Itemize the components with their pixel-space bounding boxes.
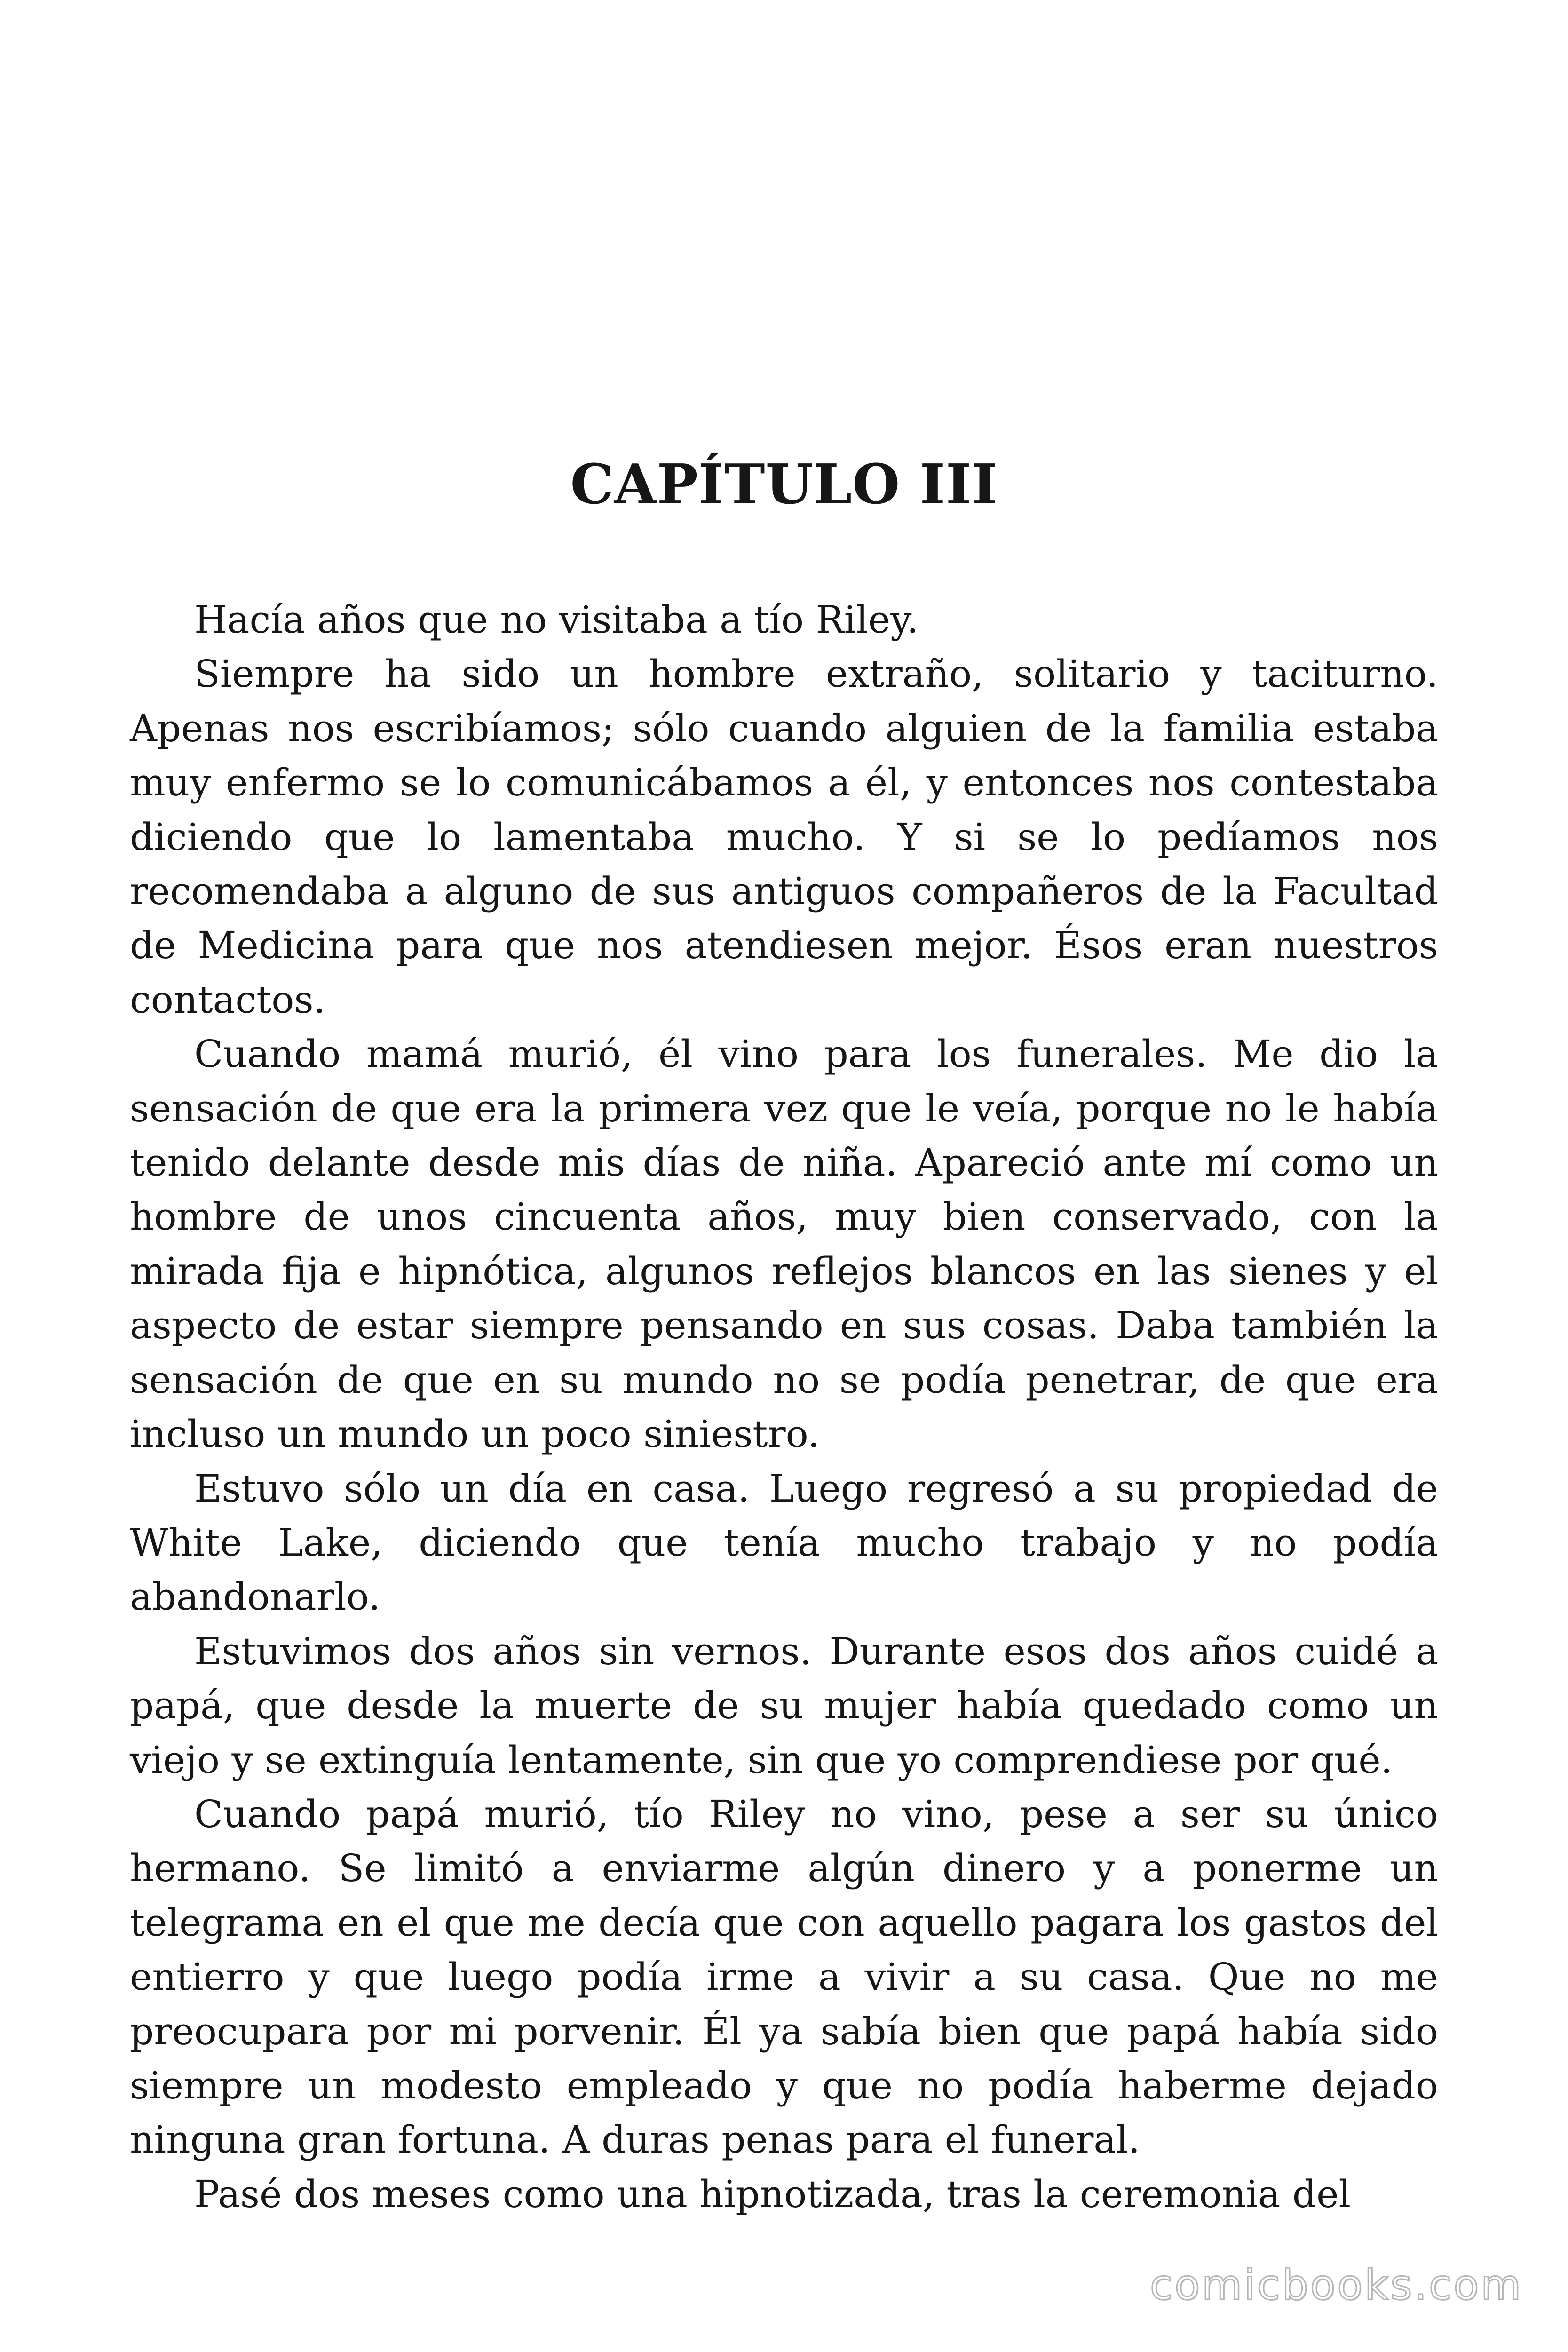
paragraph: Estuvo sólo un día en casa. Luego regresó a su propiedad de White Lake, diciendo que tenía mucho trabajo y no podía abandonarlo. — [130, 1466, 1438, 1619]
paragraph: Estuvimos dos años sin vernos. Durante esos dos años cuidé a papá, que desde la muerte de su mujer había quedado como un viejo y se extinguía lentamente, sin que yo comprendiese por qué. — [130, 1629, 1438, 1782]
paragraph: Cuando mamá murió, él vino para los funerales. Me dio la sensación de que era la primera vez que le veía, porque no le había tenido delante desde mis días de niña. Apareció ante mí como un hombre de unos cincuenta años, muy bien conservado, con la mirada fija e hipnótica, algunos reflejos blancos en las sienes y el aspecto de estar siempre pensando en sus cosas. Daba también la sensación de que en su mundo no se podía penetrar, de que era incluso un mundo un poco siniestro. — [130, 1032, 1438, 1456]
paragraph: Cuando papá murió, tío Riley no vino, pese a ser su único hermano. Se limitó a enviarme algún dinero y a ponerme un telegrama en el que me decía que con aquello pagara los gastos del entierro y que luego podía irme a vivir a su casa. Que no me preocupara por mi porvenir. Él ya sabía bien que papá había sido siempre un modesto empleado y que no podía haberme dejado ninguna gran fortuna. A duras penas para el funeral. — [130, 1792, 1438, 2162]
paragraph: Hacía años que no visitaba a tío Riley. — [194, 598, 919, 642]
body-text — [130, 593, 1438, 2221]
chapter-title: CAPÍTULO III — [570, 453, 998, 516]
watermark: comicbooks.com — [1149, 2261, 1523, 2309]
paragraph: Pasé dos meses como una hipnotizada, tras la ceremonia del — [194, 2172, 1351, 2216]
paragraph: Siempre ha sido un hombre extraño, solitario y taciturno. Apenas nos escribíamos; sólo cuando alguien de la familia estaba muy enfermo se lo comunicábamos a él, y entonces nos contestaba diciendo que lo lamentaba mucho. Y si se lo pedíamos nos recomendaba a alguno de sus antiguos compañeros de la Facultad de Medicina para que nos atendiesen mejor. Ésos eran nuestros contactos. — [130, 652, 1438, 1022]
